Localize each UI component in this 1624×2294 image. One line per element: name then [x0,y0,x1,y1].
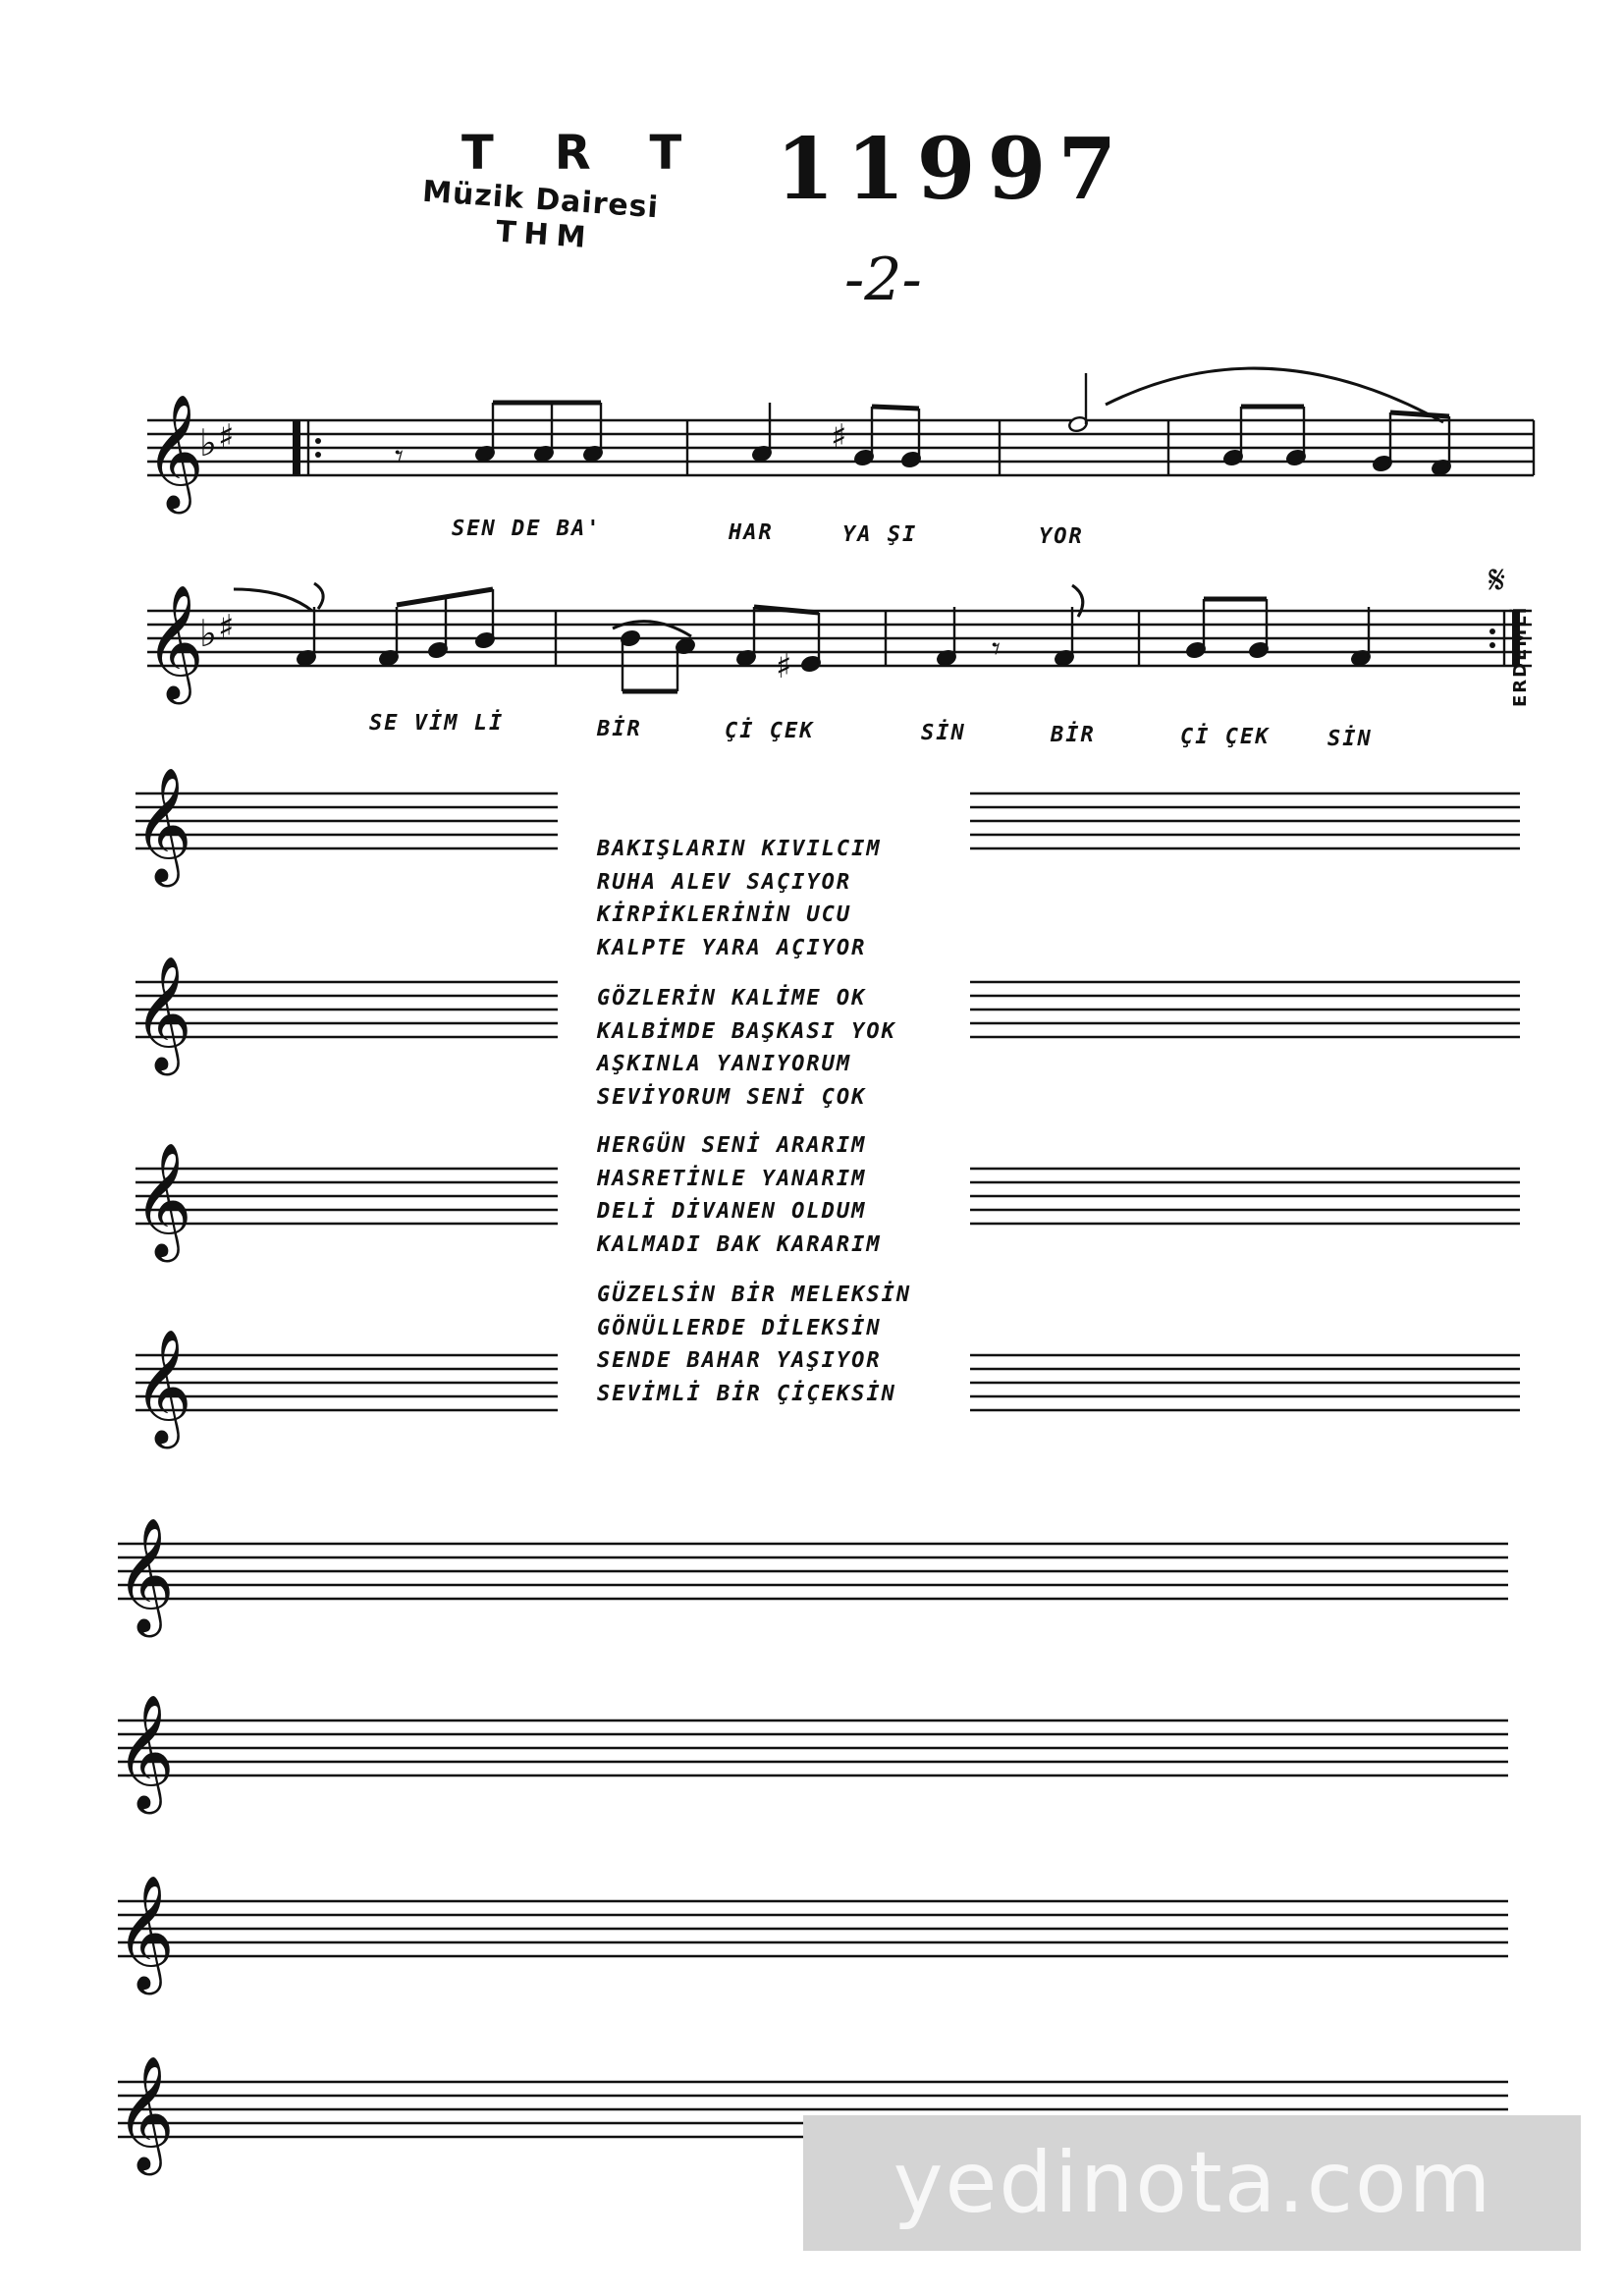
verse-line: AŞKINLA YANIYORUM [597,1052,852,1076]
treble-clef-icon: 𝄞 [145,583,204,699]
key-flat-icon: ♭ [199,612,217,655]
treble-clef-icon: 𝄞 [134,955,192,1070]
treble-clef-icon: 𝄞 [145,393,204,509]
arranger-name: ERDEMLİ [1510,605,1531,707]
sharp-icon: ♯ [776,647,792,686]
verse-line: BAKIŞLARIN KIVILCIM [597,837,882,861]
note-flag [314,583,323,609]
treble-clef-icon: 𝄞 [134,1141,192,1257]
watermark-text[interactable]: yedinota.com [893,2134,1493,2232]
repeat-dot [315,438,321,444]
verse-line: HERGÜN SENİ ARARIM [597,1133,867,1158]
lyric-staff2-2: BİR [597,717,642,741]
verse-3 [597,1129,882,1261]
repeat-start-bar [293,420,300,475]
repeat-dot [315,452,321,458]
verse-line: GÖNÜLLERDE DİLEKSİN [597,1315,882,1340]
verse-line: SEVİYORUM SENİ ÇOK [597,1084,867,1110]
lyric-staff2-5: BİR [1051,723,1096,747]
document-number: 11997 [776,120,1129,219]
lyric-staff2-1: SE VİM Lİ [369,711,505,736]
lyric-staff2-7: SİN [1327,727,1373,751]
page-number: -2- [844,246,922,314]
treble-clef-icon: 𝄞 [134,766,192,882]
repeat-dot [1489,642,1495,648]
treble-clef-icon: 𝄞 [134,1328,192,1444]
empty-staff-left [135,982,558,1037]
verse-line: GÖZLERİN KALİME OK [597,986,867,1010]
verse-line: DELİ DİVANEN OLDUM [597,1199,867,1224]
lyric-staff2-4: SİN [921,721,966,745]
empty-staff-right [970,1355,1520,1410]
repeat-dot [1489,628,1495,634]
key-sharp-icon: ♯ [218,608,235,647]
lyric-staff1-1: SEN DE BA' [452,517,602,541]
sharp-icon: ♯ [831,417,847,457]
eighth-rest-icon: 𝄾 [395,437,405,476]
eighth-rest-icon: 𝄾 [992,629,1001,669]
treble-clef-icon: 𝄞 [116,1874,175,1990]
verse-4 [597,1279,911,1410]
stamp-department: Müzik Dairesi [421,174,660,226]
treble-clef-icon: 𝄞 [116,1516,175,1632]
tie [234,589,312,611]
key-sharp-icon: ♯ [218,417,235,457]
empty-staff-right [970,793,1520,848]
verse-line: SEVİMLİ BİR ÇİÇEKSİN [597,1381,896,1406]
stamp-trt: TRT [461,126,743,181]
empty-staff-full [118,1544,1508,1599]
lyric-staff1-2: HAR [729,520,774,545]
verse-line: HASRETİNLE YANARIM [597,1166,867,1191]
verse-line: GÜZELSİN BİR MELEKSİN [597,1283,912,1307]
empty-staff-left [135,1355,558,1410]
verse-line: KALPTE YARA AÇIYOR [597,935,867,960]
lyric-staff1-4: YOR [1039,524,1084,549]
verse-line: KİRPİKLERİNİN UCU [597,902,852,927]
segno-icon: 𝄋 [1489,558,1506,603]
treble-clef-icon: 𝄞 [116,2054,175,2170]
lyric-staff2-3: Çİ ÇEK [725,719,815,743]
empty-staff-left [135,1169,558,1224]
empty-staff-right [970,1169,1520,1224]
note-beam [1390,412,1449,416]
treble-clef-icon: 𝄞 [116,1693,175,1809]
verse-line: RUHA ALEV SAÇIYOR [597,869,852,895]
empty-staff-full [118,1720,1508,1775]
verse-2 [597,982,896,1114]
key-flat-icon: ♭ [199,421,217,464]
verse-1 [597,833,882,964]
lyric-staff1-3: YA ŞI [842,522,918,547]
empty-staff-right [970,982,1520,1037]
staff-2 [147,611,1532,666]
empty-staff-full [118,1901,1508,1956]
verse-line: SENDE BAHAR YAŞIYOR [597,1348,882,1373]
verse-line: KALBİMDE BAŞKASI YOK [597,1018,896,1044]
note-beam [872,407,919,409]
lyric-staff2-6: Çİ ÇEK [1180,725,1271,749]
verse-line: KALMADI BAK KARARIM [597,1231,882,1257]
stamp-thm: THM [494,214,595,256]
empty-staff-left [135,793,558,848]
